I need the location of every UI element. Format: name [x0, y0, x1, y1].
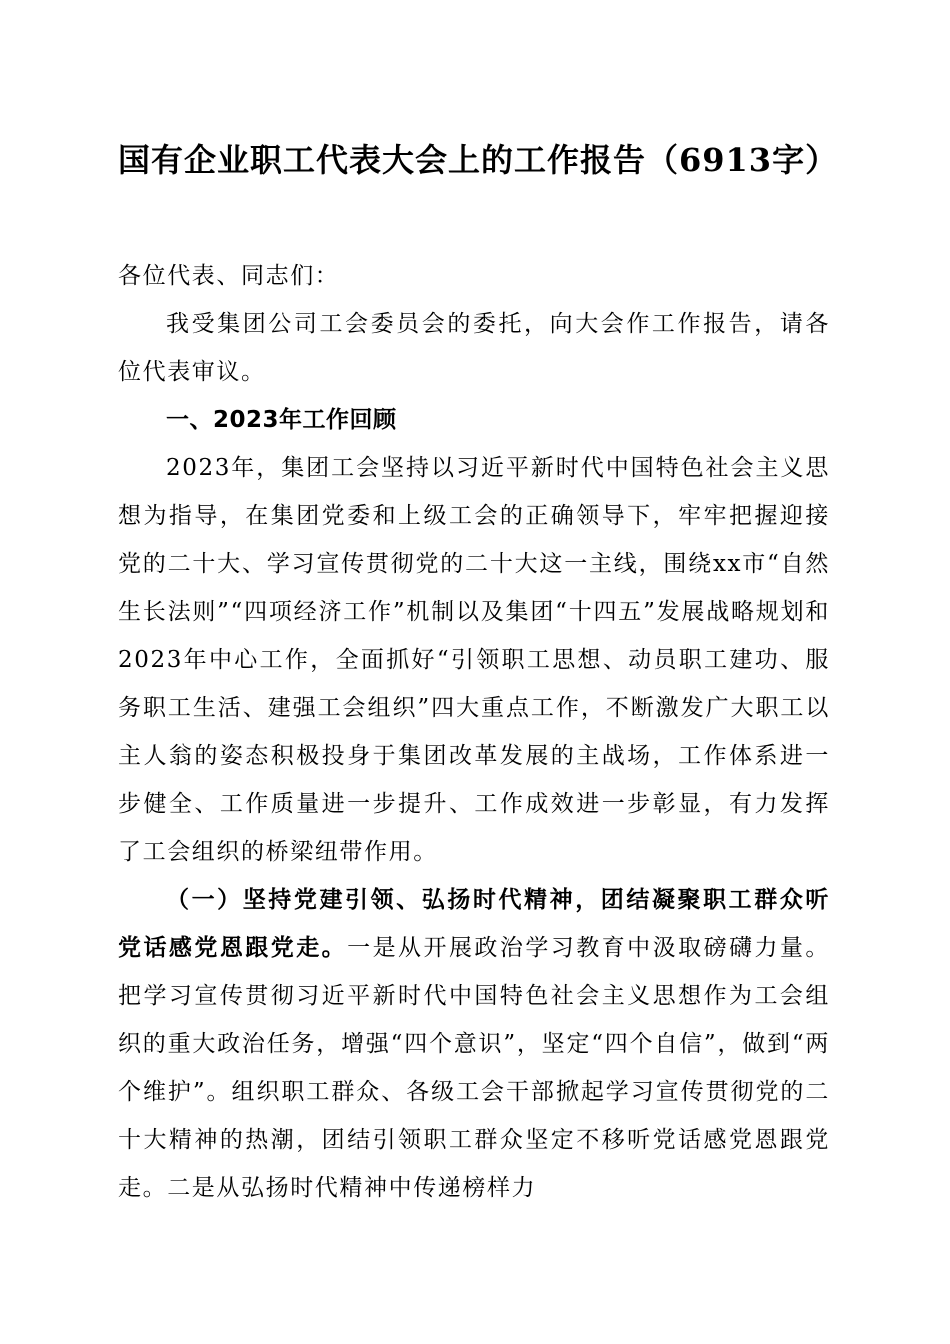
subsection-lead: （一）坚持党建引领、弘扬时代精神，团结凝聚职工群众听党话感党恩跟党走。 — [118, 886, 830, 961]
subsection-body: 一是从开展政治学习教育中汲取磅礴力量。把学习宣传贯彻习近平新时代中国特色社会主义思想作为工会组织的重大政治任务，增强“四个意识”，坚定“四个自信”，做到“两个维护”。组织职工群众、各级工会干部掀起学习宣传贯彻党的二十大精神的热潮，团结引领职工群众坚定不移听党话感党恩跟党走。二是从弘扬时代精神中传递榜样力 — [118, 935, 830, 1201]
section-review-paragraph: 2023年，集团工会坚持以习近平新时代中国特色社会主义思想为指导，在集团党委和上级工会的正确领导下，牢牢把握迎接党的二十大、学习宣传贯彻党的二十大这一主线，围绕xx市“自然生长法则”“四项经济工作”机制以及集团“十四五”发展战略规划和2023年中心工作，全面抓好“引领职工思想、动员职工建功、服务职工生活、建强工会组织”四大重点工作，不断激发广大职工以主人翁的姿态积极投身于集团改革发展的主战场，工作体系进一步健全、工作质量进一步提升、工作成效进一步彰显，有力发挥了工会组织的桥梁纽带作用。 — [118, 455, 830, 865]
document-body — [118, 252, 830, 1212]
document-title: 国有企业职工代表大会上的工作报告（6913字） — [118, 141, 839, 179]
section-heading-review: 一、2023年工作回顾 — [166, 407, 397, 433]
subsection-paragraph — [118, 876, 830, 1212]
intro-paragraph: 我受集团公司工会委员会的委托，向大会作工作报告，请各位代表审议。 — [118, 311, 830, 385]
salutation: 各位代表、同志们： — [118, 263, 340, 289]
